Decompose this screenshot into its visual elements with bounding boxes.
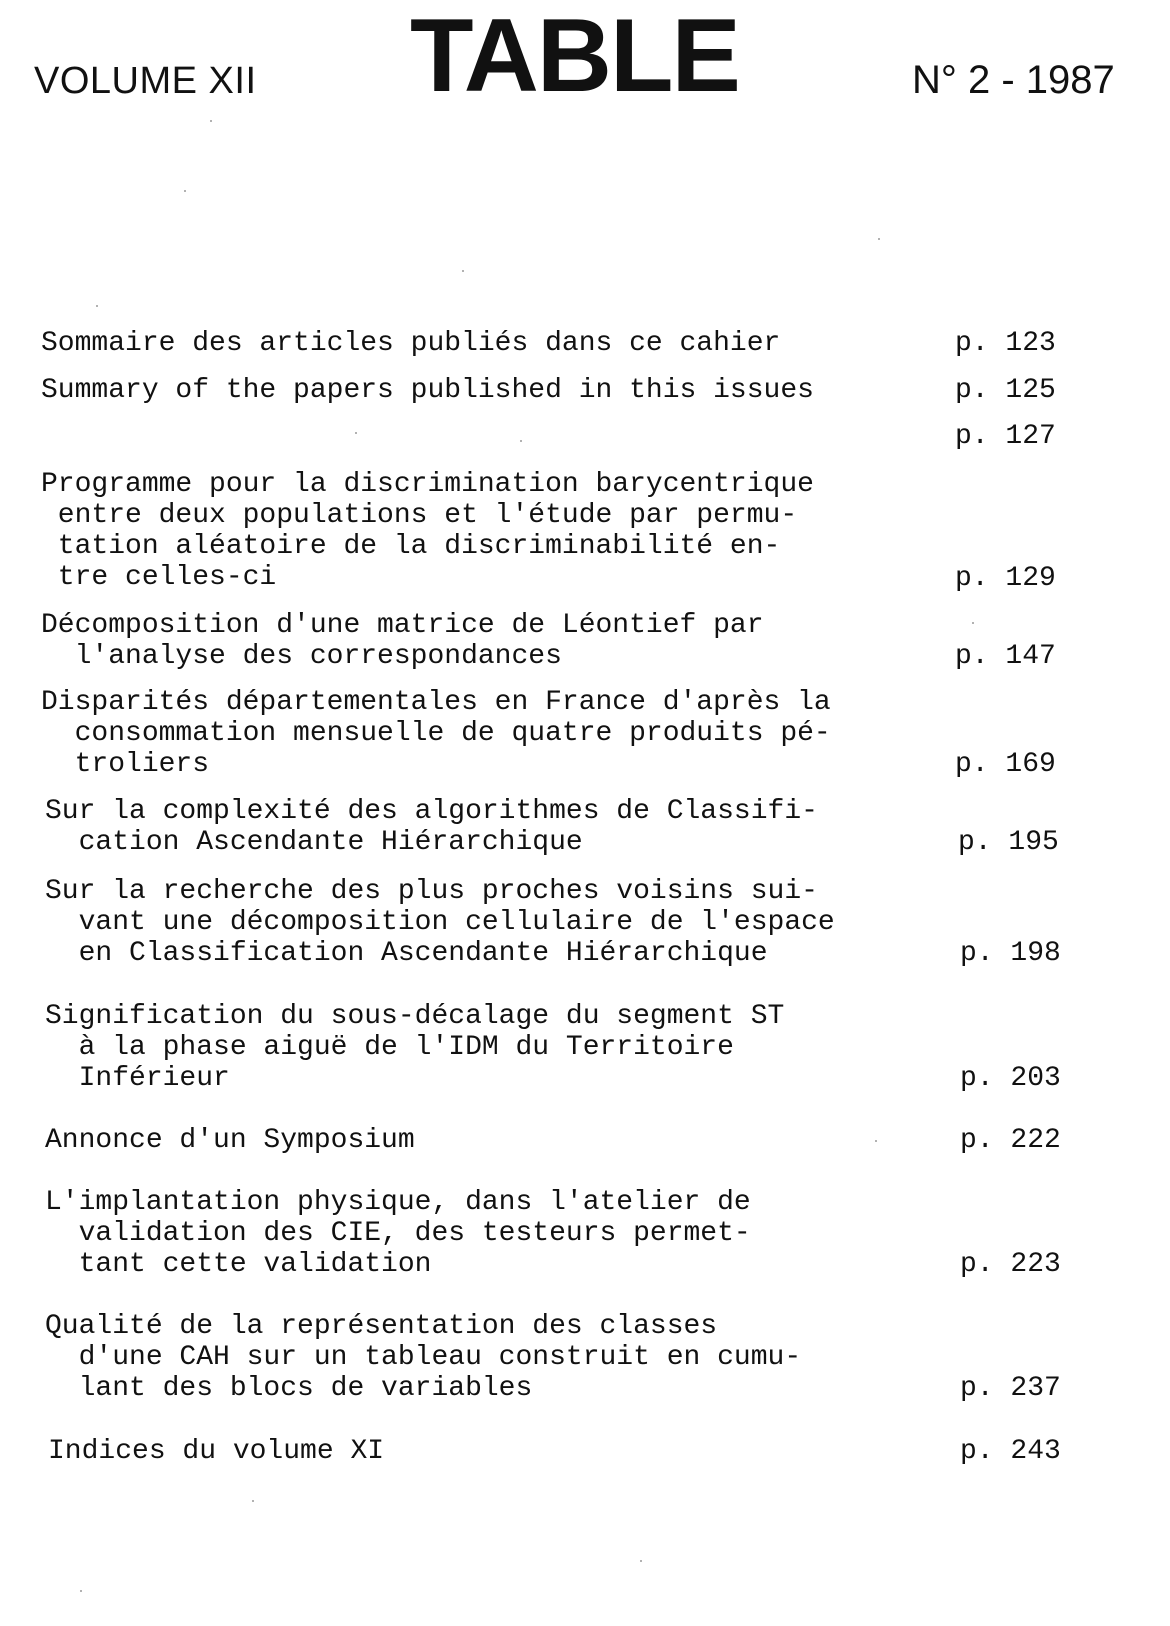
toc-entry[interactable] <box>0 421 1170 453</box>
scan-speck <box>462 270 464 272</box>
scan-speck <box>184 190 186 192</box>
toc-entry-page: p. 127 <box>955 421 1056 452</box>
scan-speck <box>875 1140 877 1142</box>
scan-speck <box>520 440 522 442</box>
volume-label: VOLUME XII <box>34 60 257 102</box>
toc-entry[interactable] <box>0 1187 1170 1283</box>
toc-entry-title: Annonce d'un Symposium <box>45 1125 415 1156</box>
scan-speck <box>355 432 357 434</box>
scan-speck <box>252 1500 254 1502</box>
toc-entry-title: Programme pour la discrimination barycentrique entre deux populations et l'étude par permu- tation aléatoire de la discriminabilité en- tre celles-ci <box>41 469 814 593</box>
scan-speck <box>878 238 880 240</box>
toc-entry[interactable] <box>0 375 1170 407</box>
toc-entry[interactable] <box>0 610 1170 674</box>
toc-entry-page: p. 198 <box>960 938 1061 969</box>
toc-entry-page: p. 222 <box>960 1125 1061 1156</box>
toc-entry[interactable] <box>0 1125 1170 1157</box>
toc-entry[interactable] <box>0 876 1170 972</box>
toc-entry-page: p. 129 <box>955 563 1056 594</box>
toc-entry-title: Indices du volume XI <box>48 1436 385 1467</box>
toc-entry-page: p. 169 <box>955 749 1056 780</box>
toc-entry-title: Qualité de la représentation des classes d'une CAH sur un tableau construit en cumu- lant des blocs de variables <box>45 1311 802 1404</box>
scan-speck <box>972 622 974 624</box>
scan-speck <box>96 305 98 307</box>
toc-entry-title: L'implantation physique, dans l'atelier de validation des CIE, des testeurs permet- tant cette validation <box>45 1187 751 1280</box>
toc-entry-page: p. 237 <box>960 1373 1061 1404</box>
toc-entry-page: p. 195 <box>958 827 1059 858</box>
scan-speck <box>640 1560 642 1562</box>
toc-entry-page: p. 223 <box>960 1249 1061 1280</box>
toc-entry-title: Signification du sous-décalage du segment ST à la phase aiguë de l'IDM du Territoire Inférieur <box>45 1001 785 1094</box>
toc-entry[interactable] <box>0 1436 1170 1468</box>
toc-entry-title: Sommaire des articles publiés dans ce cahier <box>41 328 781 359</box>
toc-entry[interactable] <box>0 469 1170 595</box>
toc-entry-page: p. 123 <box>955 328 1056 359</box>
toc-entry[interactable] <box>0 328 1170 360</box>
toc-entry-title: Sur la recherche des plus proches voisins sui- vant une décomposition cellulaire de l'espace en Classification Ascendante Hiérarchique <box>45 876 835 969</box>
toc-entry-title: Summary of the papers published in this issues <box>41 375 814 406</box>
toc-entry[interactable] <box>0 1311 1170 1407</box>
toc-entry-page: p. 147 <box>955 641 1056 672</box>
toc-entry-title: Disparités départementales en France d'après la consommation mensuelle de quatre produits pé- troliers <box>41 687 831 780</box>
issue-number: N° 2 - 1987 <box>912 58 1115 102</box>
toc-entry-page: p. 125 <box>955 375 1056 406</box>
toc-entry-page: p. 243 <box>960 1436 1061 1467</box>
scan-speck <box>210 120 212 122</box>
toc-entry-title: Décomposition d'une matrice de Léontief par l'analyse des correspondances <box>41 610 764 672</box>
page-title: TABLE <box>410 0 739 114</box>
toc-entry[interactable] <box>0 796 1170 860</box>
toc-entry-title: Sur la complexité des algorithmes de Classifi- cation Ascendante Hiérarchique <box>45 796 818 858</box>
toc-entry[interactable] <box>0 1001 1170 1097</box>
toc-entry[interactable] <box>0 687 1170 783</box>
toc-entry-page: p. 203 <box>960 1063 1061 1094</box>
scan-speck <box>80 1590 82 1592</box>
